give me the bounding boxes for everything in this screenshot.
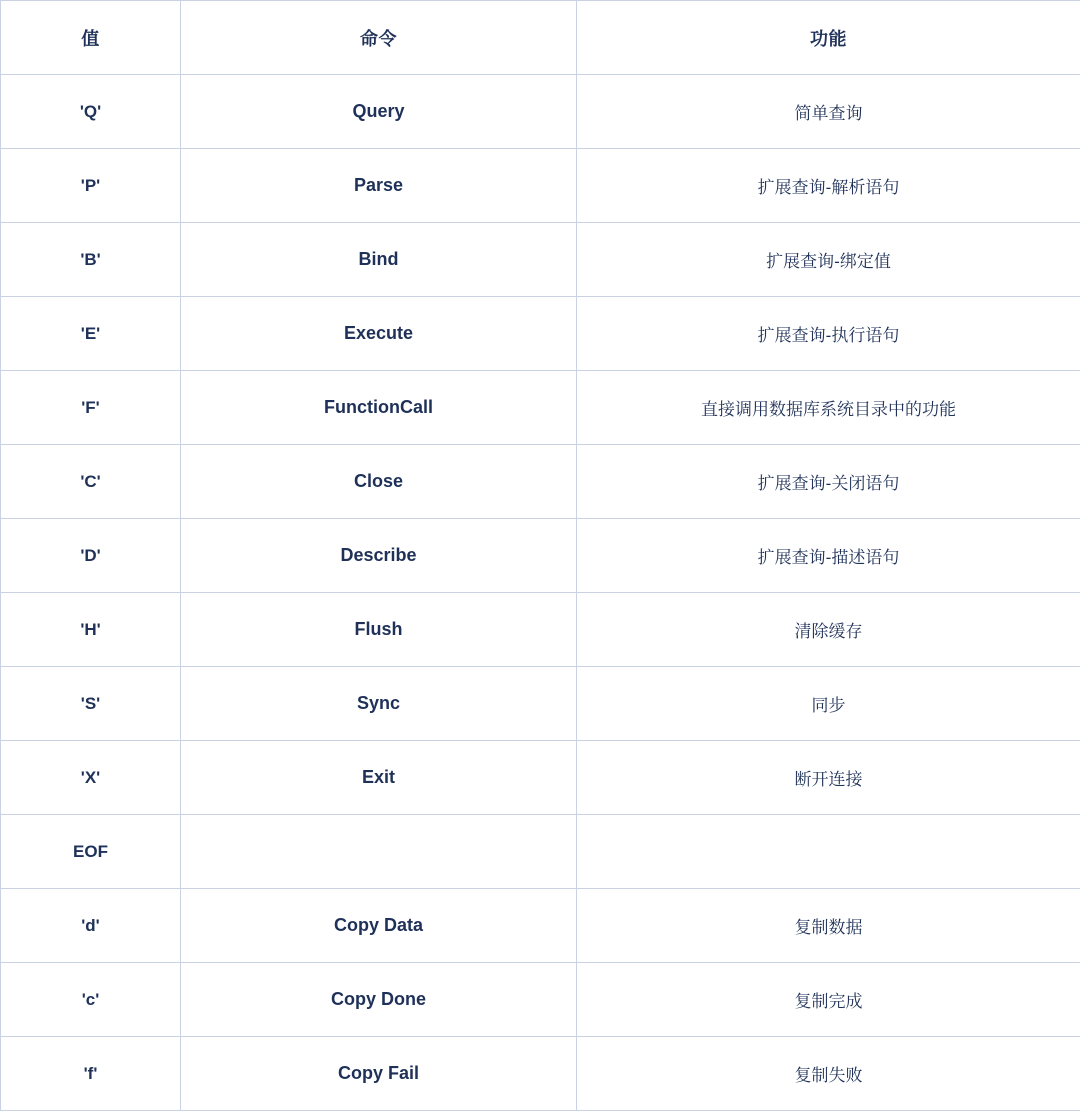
- cell-command: Execute: [181, 297, 577, 371]
- cell-command: Parse: [181, 149, 577, 223]
- table-row: [1, 1037, 1080, 1111]
- table-header: [1, 1, 1080, 75]
- cell-function: 复制数据: [577, 889, 1080, 963]
- table-row: [1, 445, 1080, 519]
- cell-command: Flush: [181, 593, 577, 667]
- table-row: [1, 149, 1080, 223]
- column-header-function: 功能: [577, 1, 1080, 75]
- cell-command: Close: [181, 445, 577, 519]
- cell-function: 清除缓存: [577, 593, 1080, 667]
- cell-command: Bind: [181, 223, 577, 297]
- table-row: [1, 963, 1080, 1037]
- cell-value: 'B': [1, 223, 181, 297]
- cell-value: 'c': [1, 963, 181, 1037]
- cell-function: 直接调用数据库系统目录中的功能: [577, 371, 1080, 445]
- column-header-value: 值: [1, 1, 181, 75]
- table-row: [1, 75, 1080, 149]
- table-body: [1, 75, 1080, 1111]
- table-row: [1, 519, 1080, 593]
- cell-command: Copy Done: [181, 963, 577, 1037]
- cell-command: Describe: [181, 519, 577, 593]
- cell-function: 扩展查询-执行语句: [577, 297, 1080, 371]
- cell-value: EOF: [1, 815, 181, 889]
- cell-value: 'f': [1, 1037, 181, 1111]
- cell-function: 简单查询: [577, 75, 1080, 149]
- cell-value: 'Q': [1, 75, 181, 149]
- cell-value: 'X': [1, 741, 181, 815]
- cell-value: 'H': [1, 593, 181, 667]
- cell-command: Exit: [181, 741, 577, 815]
- table-row: [1, 667, 1080, 741]
- cell-value: 'S': [1, 667, 181, 741]
- cell-command: Copy Fail: [181, 1037, 577, 1111]
- cell-value: 'E': [1, 297, 181, 371]
- column-header-command: 命令: [181, 1, 577, 75]
- cell-value: 'd': [1, 889, 181, 963]
- cell-function: 复制完成: [577, 963, 1080, 1037]
- table-header-row: [1, 1, 1080, 75]
- cell-function: 扩展查询-绑定值: [577, 223, 1080, 297]
- cell-function: 扩展查询-解析语句: [577, 149, 1080, 223]
- cell-function: 同步: [577, 667, 1080, 741]
- cell-function: 复制失败: [577, 1037, 1080, 1111]
- cell-command: [181, 815, 577, 889]
- table-row: [1, 593, 1080, 667]
- cell-function: 断开连接: [577, 741, 1080, 815]
- cell-value: 'P': [1, 149, 181, 223]
- cell-command: Sync: [181, 667, 577, 741]
- cell-function: [577, 815, 1080, 889]
- cell-value: 'C': [1, 445, 181, 519]
- cell-function: 扩展查询-描述语句: [577, 519, 1080, 593]
- cell-command: FunctionCall: [181, 371, 577, 445]
- table-row: [1, 223, 1080, 297]
- table-row: [1, 889, 1080, 963]
- table-row: [1, 297, 1080, 371]
- cell-function: 扩展查询-关闭语句: [577, 445, 1080, 519]
- table-row: [1, 371, 1080, 445]
- cell-command: Query: [181, 75, 577, 149]
- table-row: [1, 741, 1080, 815]
- cell-value: 'F': [1, 371, 181, 445]
- cell-value: 'D': [1, 519, 181, 593]
- cell-command: Copy Data: [181, 889, 577, 963]
- table-row: [1, 815, 1080, 889]
